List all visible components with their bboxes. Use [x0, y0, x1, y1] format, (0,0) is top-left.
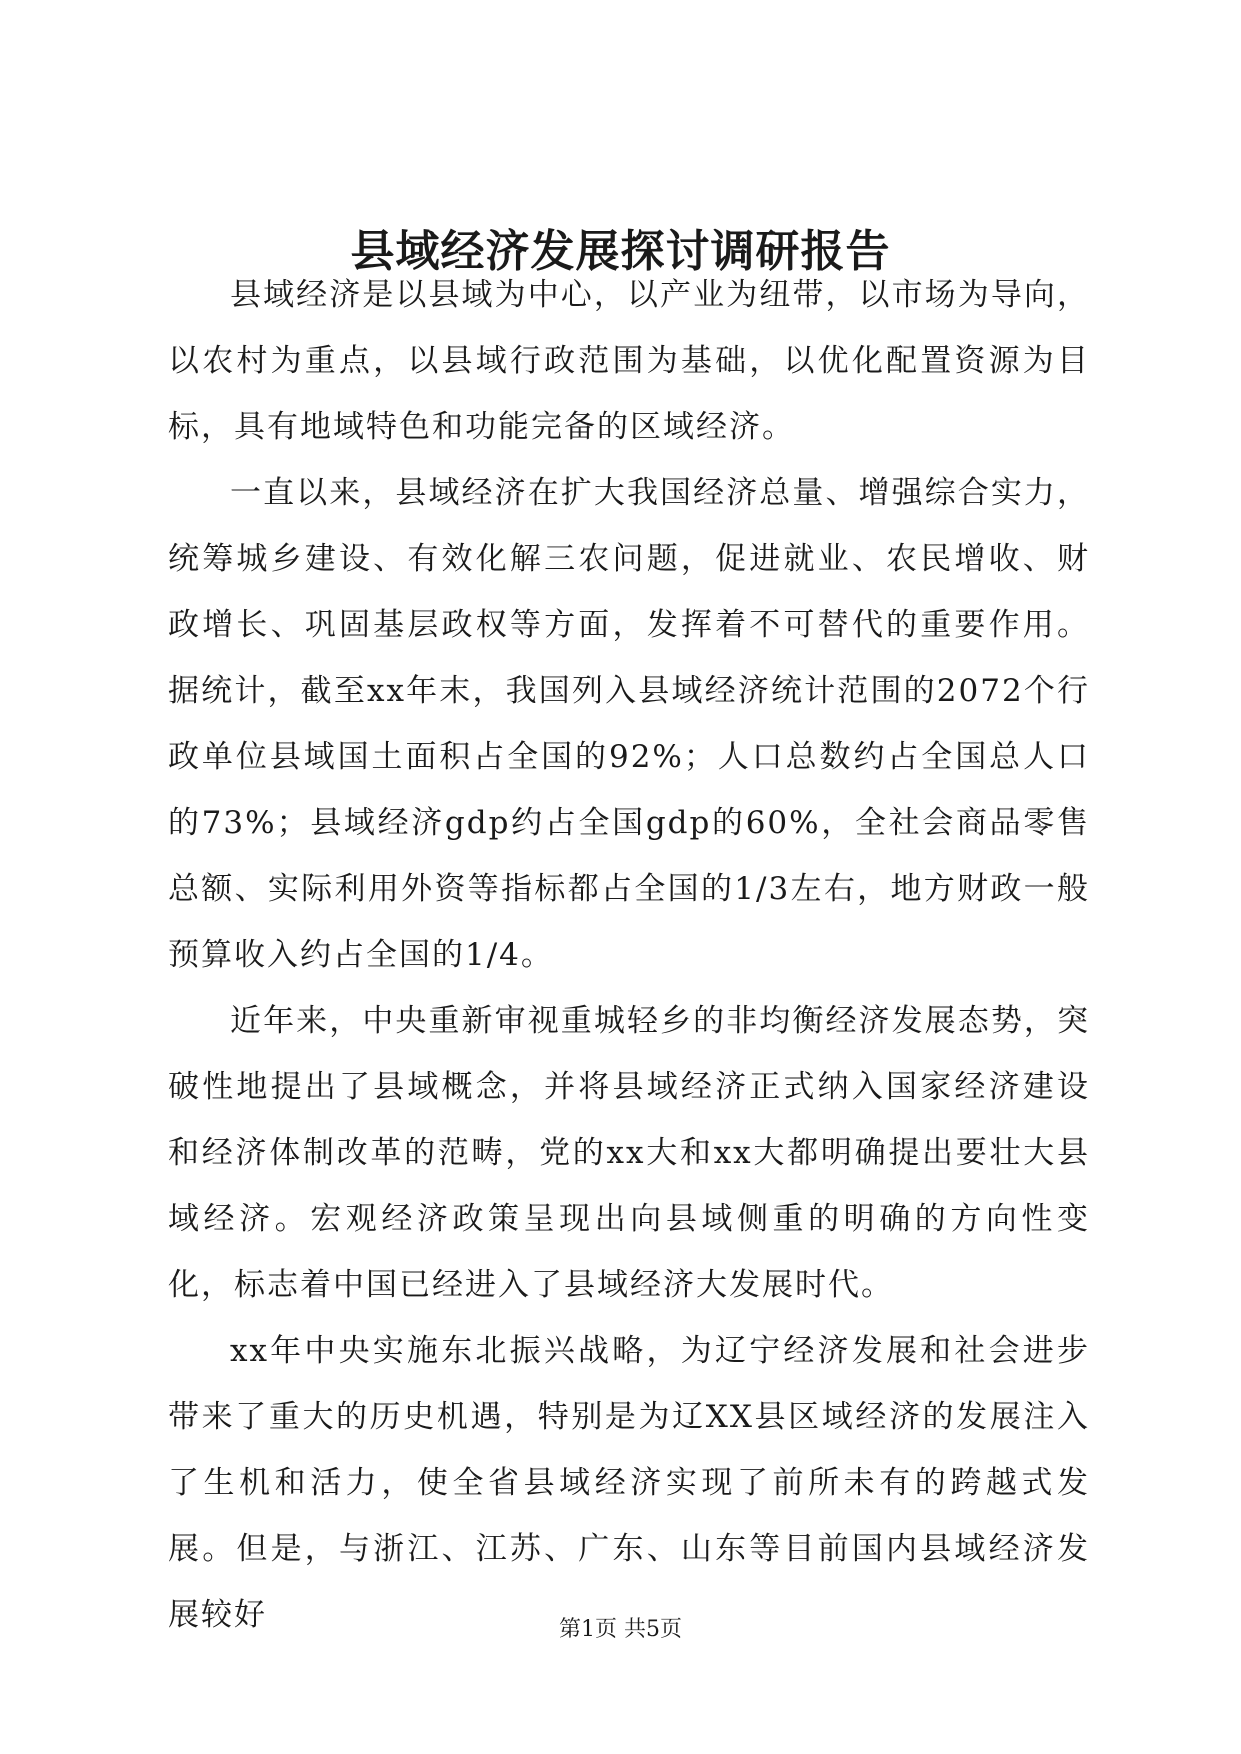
- paragraph-2: 一直以来，县域经济在扩大我国经济总量、增强综合实力，统筹城乡建设、有效化解三农问题，促进就业、农民增收、财政增长、巩固基层政权等方面，发挥着不可替代的重要作用。据统计，截至xx年末，我国列入县域经济统计范围的2072个行政单位县域国土面积占全国的92%；人口总数约占全国总人口的73%；县域经济gdp约占全国gdp的60%，全社会商品零售总额、实际利用外资等指标都占全国的1/3左右，地方财政一般预算收入约占全国的1/4。: [168, 475, 1090, 973]
- paragraph-1: 县域经济是以县域为中心，以产业为纽带，以市场为导向，以农村为重点，以县域行政范围为基础，以优化配置资源为目标，具有地域特色和功能完备的区域经济。: [168, 277, 1090, 445]
- document-title: 县域经济发展探讨调研报告: [350, 226, 891, 277]
- document-body: [168, 262, 1090, 1648]
- paragraph-3: 近年来，中央重新审视重城轻乡的非均衡经济发展态势，突破性地提出了县域概念，并将县域经济正式纳入国家经济建设和经济体制改革的范畴，党的xx大和xx大都明确提出要壮大县域经济。宏观经济政策呈现出向县域侧重的明确的方向性变化，标志着中国已经进入了县域经济大发展时代。: [168, 1003, 1090, 1303]
- page-number-footer: 第1页 共5页: [559, 1617, 682, 1642]
- paragraph-4: xx年中央实施东北振兴战略，为辽宁经济发展和社会进步带来了重大的历史机遇，特别是为辽XX县区域经济的发展注入了生机和活力，使全省县域经济实现了前所未有的跨越式发展。但是，与浙江、江苏、广东、山东等目前国内县域经济发展较好: [168, 1333, 1090, 1633]
